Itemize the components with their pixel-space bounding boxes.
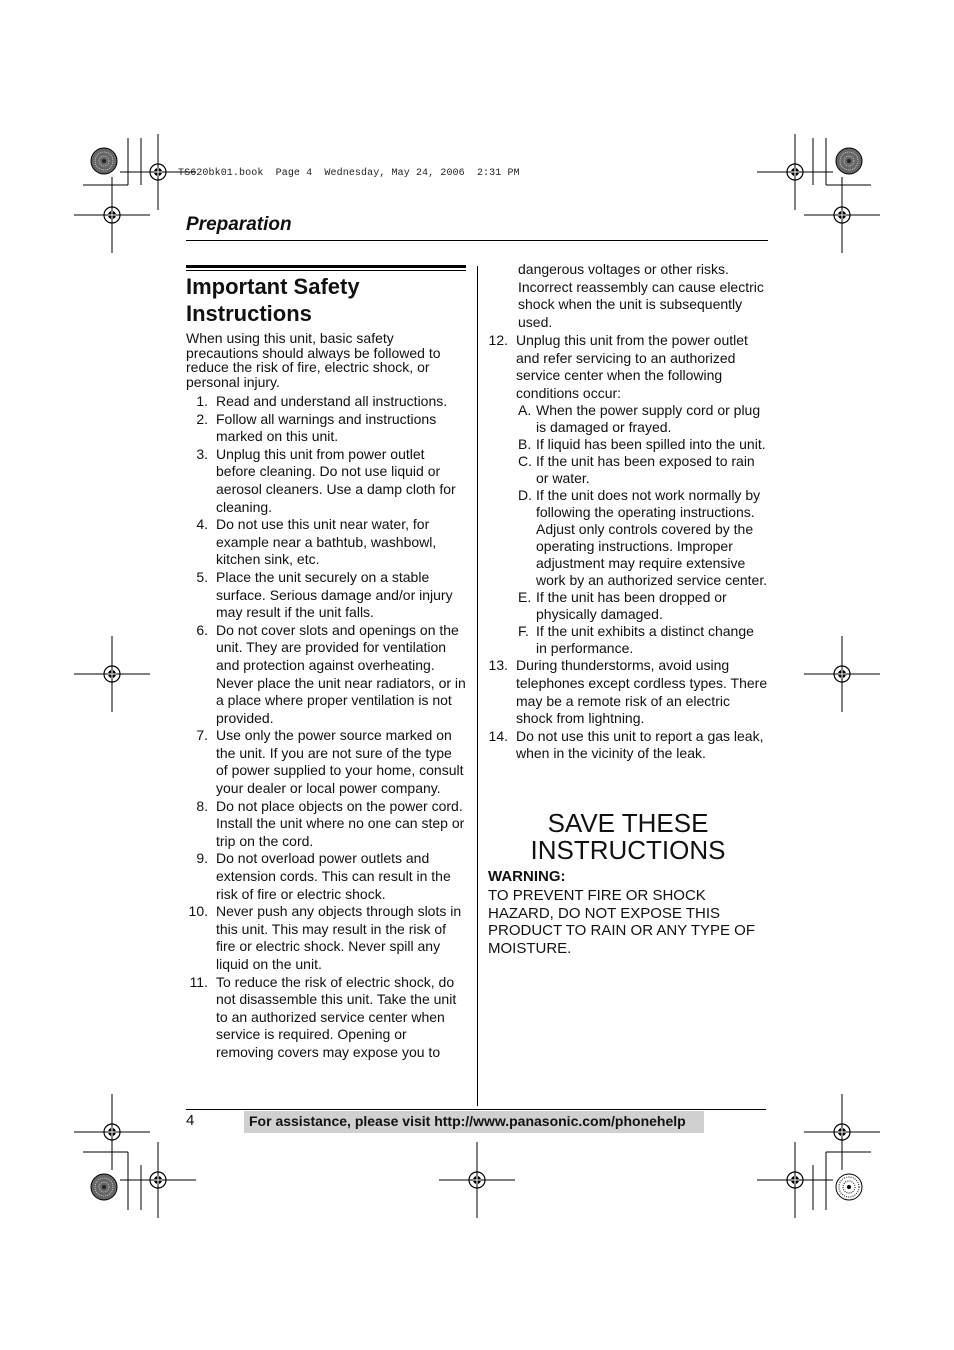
list-item: 2. Follow all warnings and instructions marked on this unit. [196, 410, 437, 445]
section-rule [186, 240, 768, 241]
page-number: 4 [186, 1112, 195, 1129]
title-rule [186, 265, 466, 268]
list-item: 11. To reduce the risk of electric shock, do not disassemble this unit. Take the unit to an authorized service center when service is required. Opening or removing covers may expose you to [189, 973, 457, 1060]
condition-item: F. If the unit exhibits a distinct change in performance. [518, 623, 754, 657]
list-item: 7. Use only the power source marked on the unit. If you are not sure of the type of power supplied to your home, consult your dealer or local power company. [196, 727, 464, 797]
list-item: 3. Unplug this unit from power outlet before cleaning. Do not use liquid or aerosol cleaners. Use a damp cloth for cleaning. [196, 445, 456, 515]
list-item: 1. Read and understand all instructions. [196, 393, 448, 409]
list-item: 4. Do not use this unit near water, for example near a bathtub, washbowl, kitchen sink, etc. [196, 516, 437, 568]
save-instructions-heading: SAVE THESE INSTRUCTIONS [530, 808, 726, 865]
list-item: 6. Do not cover slots and openings on the unit. They are provided for ventilation and protection against overheating. Never place the unit near radiators, or in a place where proper ventilation is not provided. [196, 621, 466, 726]
list-item: 10. Never push any objects through slots in this unit. This may result in the risk of fire or electric shock. Never spill any liquid on the unit. [188, 903, 462, 972]
list-item: 12. Unplug this unit from the power outlet and refer servicing to an authorized service center when the following conditions occur: A. When the power supply cord or plug is damaged or frayed. B. If liquid has been spilled into the unit. C. If the unit has been exposed to rain or water. D. If the unit does not work normally by following the operating instructions. Adjust only controls covered by the operating instructions. Improper adjustment may require extensive work by an authorized service center. E. If the unit has been dropped or physically damaged. F. If the unit exhibits a distinct change in performance. [486, 332, 768, 657]
footer-help-link: For assistance, please visit http://www.panasonic.com/phonehelp [249, 1113, 686, 1129]
title-rule-thin [186, 270, 466, 271]
condition-item: C. If the unit has been exposed to rain or water. [518, 453, 755, 487]
right-instruction-list [486, 332, 768, 763]
left-instruction-list [186, 393, 466, 1062]
condition-item: B. If liquid has been spilled into the unit. [518, 436, 766, 453]
intro-paragraph: When using this unit, basic safety precautions should always be followed to reduce the risk of fire, electric shock, or personal injury. [186, 330, 441, 390]
list-item: 14. Do not use this unit to report a gas leak, when in the vicinity of the leak. [488, 727, 764, 762]
condition-item: E. If the unit has been dropped or physically damaged. [518, 589, 727, 623]
list-item: 13. During thunderstorms, avoid using telephones except cordless types. There may be a remote risk of an electric shock from lightning. [488, 657, 768, 727]
list-item: 8. Do not place objects on the power cord. Install the unit where no one can step or trip on the cord. [196, 797, 465, 849]
condition-item: D. If the unit does not work normally by following the operating instructions. Adjust only controls covered by the operating instructions. Improper adjustment may require extensive work by an authorized service center. [518, 487, 768, 589]
section-title: Preparation [186, 214, 292, 235]
condition-item: A. When the power supply cord or plug is damaged or frayed. [518, 402, 761, 436]
list-item: 9. Do not overload power outlets and extension cords. This can result in the risk of fire or electric shock. [196, 850, 451, 902]
condition-list [486, 402, 768, 657]
continued-text: dangerous voltages or other risks. Incorrect reassembly can cause electric shock when the unit is subsequently used. [518, 261, 764, 330]
list-item: 5. Place the unit securely on a stable surface. Serious damage and/or injury may result if the unit falls. [196, 568, 453, 621]
warning-text: TO PREVENT FIRE OR SHOCK HAZARD, DO NOT EXPOSE THIS PRODUCT TO RAIN OR ANY TYPE OF MOISTURE. [488, 887, 756, 957]
footer-rule [186, 1109, 766, 1110]
page-title: Important Safety Instructions [186, 274, 360, 326]
print-header: TS620bk01.book Page 4 Wednesday, May 24, 2006 2:31 PM [178, 168, 520, 179]
warning-title: WARNING: [488, 868, 566, 885]
column-divider [477, 266, 478, 1106]
